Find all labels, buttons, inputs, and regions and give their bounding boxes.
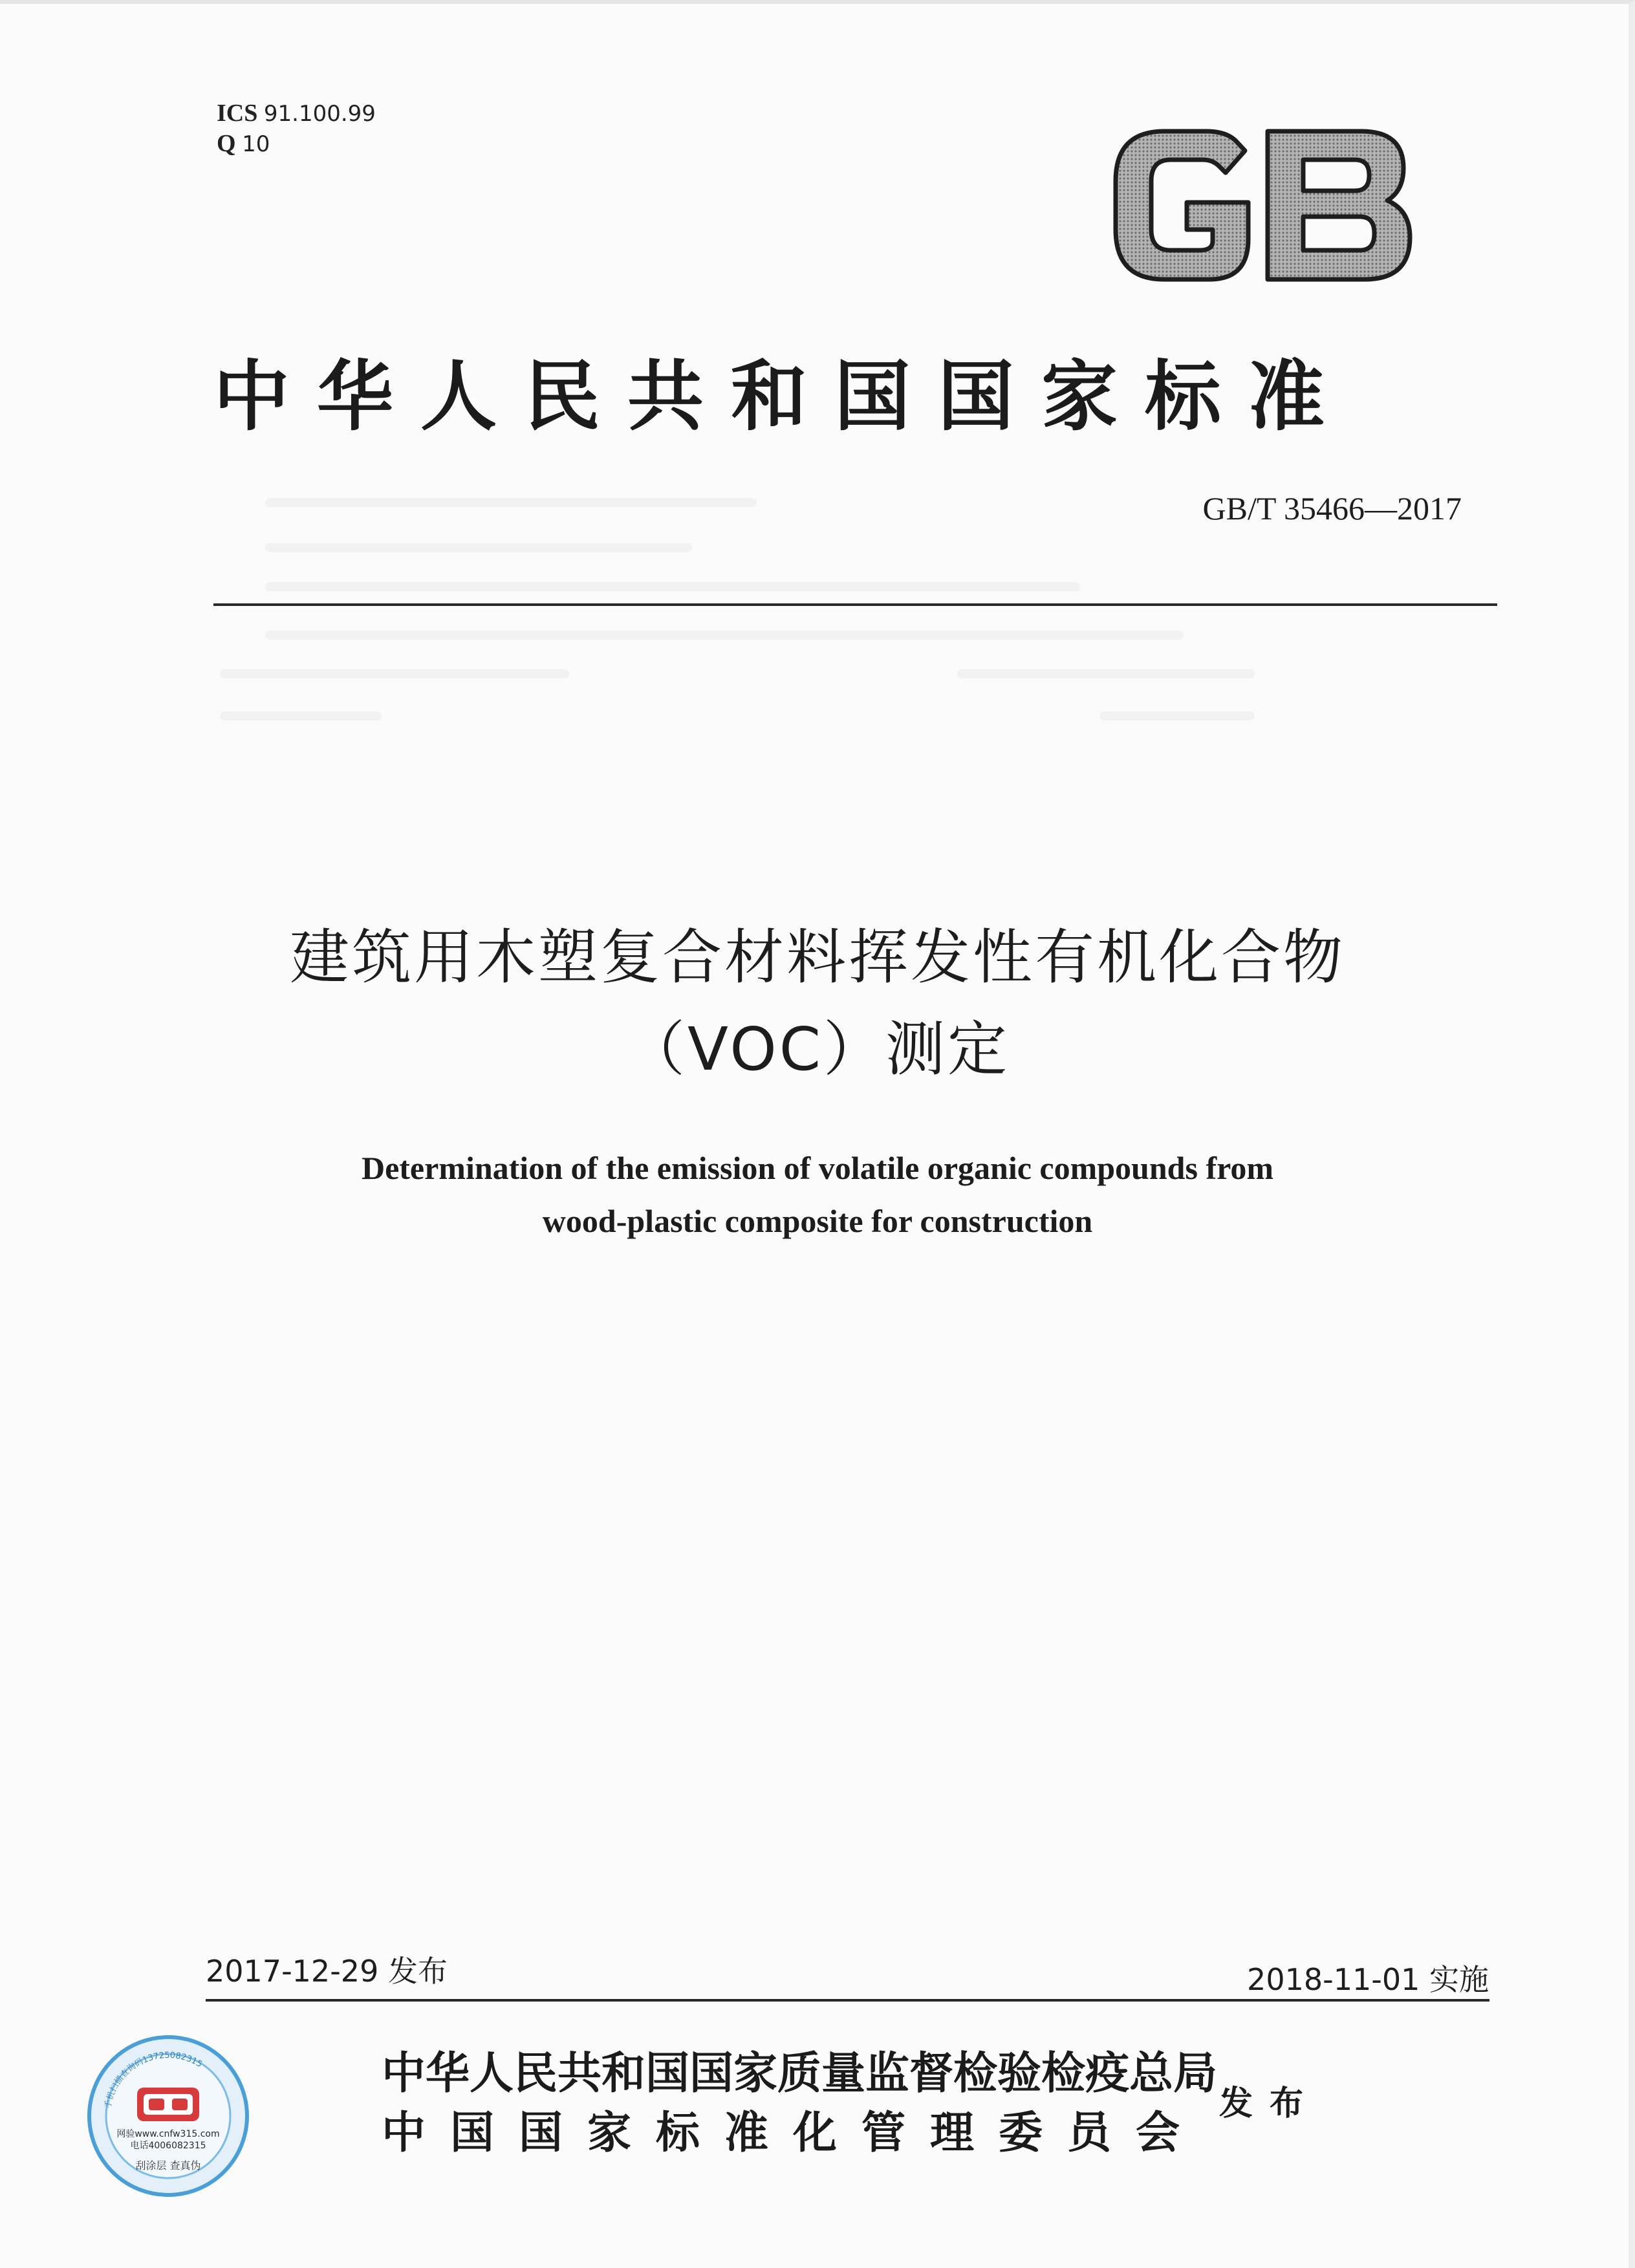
issue-date: 2017-12-29 发布 [206,1954,448,1989]
top-divider [213,603,1497,606]
publish-label: 发布 [1219,2084,1321,2123]
chinese-title-line2: （VOC）测定 [625,1015,1010,1084]
ics-classification [217,98,376,159]
english-title-line1: Determination of the emission of volatile organic compounds from [361,1150,1274,1186]
main-title: 中华人民共和国国家标准 [213,351,1352,441]
bleed-through-line [220,711,382,720]
bleed-through-line [265,582,1080,591]
bleed-through-line [265,543,692,552]
bleed-through-line [265,631,1184,640]
bottom-divider [206,1999,1489,2002]
english-title-line2: wood-plastic composite for construction [542,1203,1093,1239]
anti-counterfeit-seal [84,2032,252,2200]
issuer-line1: 中华人民共和国国家质量监督检验检疫总局 [382,2047,1218,2099]
seal-website: 网验www.cnfw315.com [116,2129,220,2139]
ics-label: ICS [217,100,258,127]
chinese-title-line1: 建筑用木塑复合材料挥发性有机化合物 [289,923,1345,992]
ics-code: 91.100.99 [263,101,376,127]
seal-ring-text: 手机扫描查询码13725082315 [103,2050,204,2110]
class-label: Q [217,130,236,157]
bleed-through-line [265,498,757,507]
bleed-through-line [957,669,1255,678]
seal-footer: 刮涂层 查真伪 [135,2159,201,2172]
chinese-title [0,912,1635,1096]
issuer-line2: 中国国家标准化管理委员会 [382,2107,1205,2159]
seal-gb-icon [137,2088,199,2121]
bleed-through-line [220,669,569,678]
class-code: 10 [242,131,270,157]
bleed-through-line [1099,711,1255,720]
standard-number: GB/T 35466—2017 [1202,490,1462,526]
english-title [0,1141,1635,1247]
implementation-date: 2018-11-01 实施 [1247,1962,1489,1997]
issuing-authorities [382,2044,1217,2163]
seal-phone: 电话4006082315 [130,2141,206,2151]
gb-logo [1103,126,1416,285]
